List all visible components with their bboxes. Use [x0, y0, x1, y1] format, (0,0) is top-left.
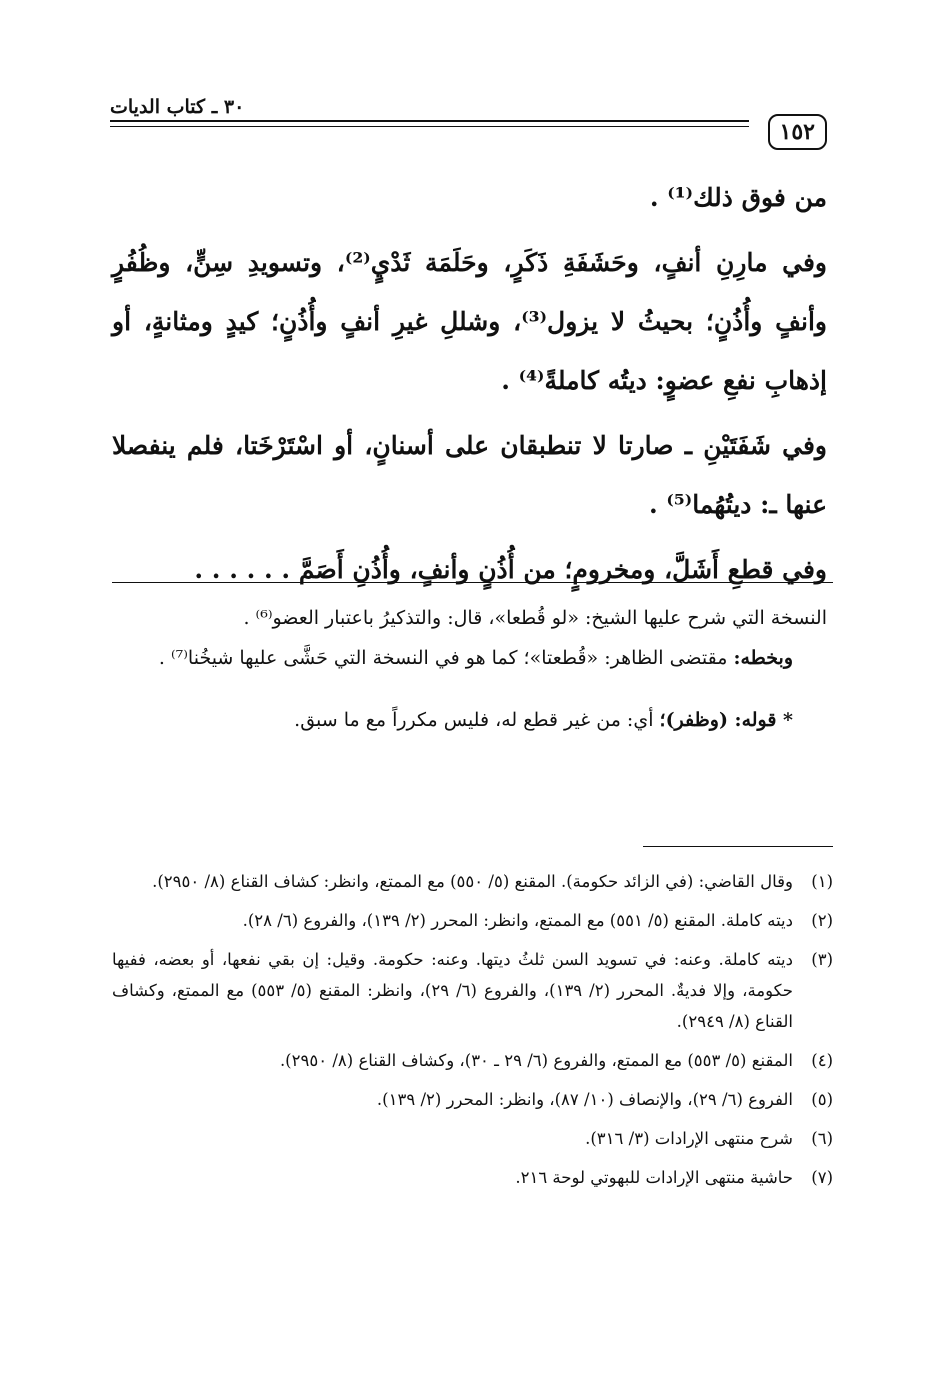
footnote-number: (٣): [811, 950, 833, 969]
footnote-text: وقال القاضي: (في الزائد حكومة). المقنع (٥/ ٥٥٠) مع الممتع، وانظر: كشاف القناع (٨/ ٢٩٥٠).: [152, 872, 793, 891]
footnote-number: (٢): [811, 911, 833, 930]
footnote-number: (٥): [811, 1090, 833, 1109]
footnote-text: حاشية منتهى الإرادات للبهوتي لوحة ٢١٦.: [515, 1168, 793, 1187]
main-paragraph-1: من فوق ذلك⁽¹⁾ .: [649, 183, 827, 212]
header-rule-thin: [110, 126, 749, 127]
running-title: ٣٠ ـ كتاب الديات: [110, 96, 245, 118]
footnote: [112, 944, 833, 1037]
commentary-label: وبخطه:: [733, 647, 793, 669]
page-number: ١٥٢: [768, 114, 827, 150]
footnote-text: شرح منتهى الإرادات (٣/ ٣١٦).: [585, 1129, 793, 1148]
main-paragraph-4: [112, 540, 827, 599]
text-separator: [112, 582, 833, 583]
footnote-number: (١): [811, 872, 833, 891]
main-text: [112, 168, 827, 599]
footnote-number: (٧): [811, 1168, 833, 1187]
footnotes: [112, 866, 833, 1201]
commentary-line-3: [112, 700, 827, 740]
commentary: [112, 598, 827, 740]
footnote-number: (٦): [811, 1129, 833, 1148]
page-header: [110, 96, 827, 146]
main-paragraph-3: وفي شَفَتَيْنِ ـ صارتا لا تنطبقان على أسنانٍ، أو اسْتَرْخَتا، فلم ينفصلا عنها ـ: ديتُهُما⁽⁵⁾ .: [112, 431, 827, 519]
footnote-text: المقنع (٥/ ٥٥٣) مع الممتع، والفروع (٦/ ٢٩ ـ ٣٠)، وكشاف القناع (٨/ ٢٩٥٠).: [279, 1051, 793, 1070]
footnote-text: الفروع (٦/ ٢٩)، والإنصاف (١٠/ ٨٧)، وانظر: المحرر (٢/ ١٣٩).: [376, 1090, 793, 1109]
main-paragraph-4-text: وفي قطعِ أَشَلَّ، ومخرومٍ؛ من أُذُنٍ وأنفٍ، وأُذُنِ أَصَمَّ: [298, 555, 827, 584]
commentary-line-2: [112, 638, 827, 678]
footnote: [112, 866, 833, 897]
footnote: [112, 1162, 833, 1193]
commentary-line-1: النسخة التي شرح عليها الشيخ: «لو قُطعا»، قال: والتذكيرُ باعتبار العضو⁽⁶⁾ .: [243, 607, 827, 629]
footnote-text: ديته كاملة. المقنع (٥/ ٥٥١) مع الممتع، وانظر: المحرر (٢/ ١٣٩)، والفروع (٦/ ٢٨).: [242, 911, 793, 930]
header-rule: [110, 120, 749, 122]
footnote: [112, 905, 833, 936]
commentary-text: مقتضى الظاهر: «قُطعتا»؛ كما هو في النسخة التي حَشَّى عليها شيخُنا⁽⁷⁾ .: [158, 647, 734, 669]
footnote: [112, 1084, 833, 1115]
commentary-label: * قوله: (وظفر)؛: [659, 709, 793, 731]
commentary-text: أي: من غير قطع له، فليس مكرراً مع ما سبق.: [294, 709, 660, 731]
footnote: [112, 1045, 833, 1076]
main-paragraph-2: وفي مارِنِ أنفٍ، وحَشَفَةِ ذَكَرٍ، وحَلَمَة ثَدْيٍ⁽²⁾، وتسويدِ سِنٍّ، وظُفُرٍ وأنفٍ وأُذُنٍ؛ بحيثُ لا يزول⁽³⁾، وشللِ غيرِ أنفٍ وأُذُنٍ؛ كيدٍ ومثانةٍ، أو إذهابِ نفعِ عضوٍ: ديتُه كاملةً⁽⁴⁾ .: [112, 248, 827, 395]
footnote-number: (٤): [811, 1051, 833, 1070]
footnote-text: ديته كاملة. وعنه: في تسويد السن ثلثُ ديتها. وعنه: حكومة. وقيل: إن بقي نفعها، أو بعضه، ففيها حكومة، وإلا فديةٌ. المحرر (٢/ ١٣٩)، والفروع (٦/ ٢٩)، وانظر: المقنع (٥/ ٥٥٣) مع الممتع، وكشاف القناع (٨/ ٢٩٤٩).: [112, 950, 793, 1031]
continuation-dots: . . . . . .: [194, 555, 291, 584]
footnote-separator: [643, 846, 833, 847]
footnote: [112, 1123, 833, 1154]
